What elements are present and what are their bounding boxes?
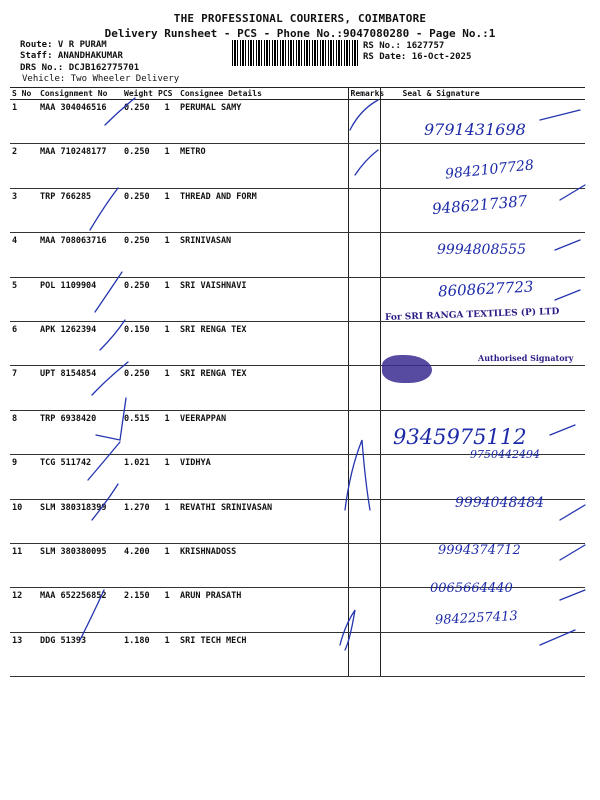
cell-sno: 2 bbox=[10, 144, 38, 188]
runsheet-subtitle: Delivery Runsheet - PCS - Phone No.:9047080280 - Page No.:1 bbox=[104, 27, 496, 40]
cell-weight: 4.200 bbox=[122, 543, 156, 587]
cell-consignee: METRO bbox=[178, 144, 348, 188]
cell-pcs: 1 bbox=[156, 144, 178, 188]
table-row bbox=[10, 455, 585, 499]
cell-sno: 13 bbox=[10, 632, 38, 676]
col-remarks: Remarks bbox=[348, 88, 380, 100]
col-pcs: PCS bbox=[156, 88, 178, 100]
cell-pcs: 1 bbox=[156, 277, 178, 321]
cell-weight: 0.250 bbox=[122, 144, 156, 188]
cell-consignee: PERUMAL SAMY bbox=[178, 100, 348, 144]
rs-number: RS No.: 1627757 bbox=[363, 41, 445, 51]
cell-remarks bbox=[348, 455, 380, 499]
cell-consignee: SRINIVASAN bbox=[178, 233, 348, 277]
cell-pcs: 1 bbox=[156, 321, 178, 365]
handwritten-phone-11: 9842257413 bbox=[434, 608, 519, 629]
col-consignee: Consignee Details bbox=[178, 88, 348, 100]
rs-date: RS Date: 16-Oct-2025 bbox=[363, 52, 472, 62]
handwritten-phone-6: 9345975112 bbox=[393, 425, 527, 449]
cell-cno: MAA 710248177 bbox=[38, 144, 122, 188]
cell-sno: 10 bbox=[10, 499, 38, 543]
vehicle-label: Vehicle: Two Wheeler Delivery bbox=[22, 74, 180, 84]
stamp-ink-blot bbox=[382, 355, 432, 383]
cell-cno: MAA 652256852 bbox=[38, 588, 122, 632]
cell-weight: 0.250 bbox=[122, 100, 156, 144]
cell-weight: 0.250 bbox=[122, 366, 156, 410]
handwritten-phone-4: 9994808555 bbox=[437, 242, 527, 258]
cell-signature bbox=[380, 455, 585, 499]
cell-remarks bbox=[348, 100, 380, 144]
cell-remarks bbox=[348, 366, 380, 410]
cell-sno: 8 bbox=[10, 410, 38, 454]
cell-cno: APK 1262394 bbox=[38, 321, 122, 365]
company-stamp: For SRI RANGA TEXTILES (P) LTD bbox=[384, 306, 560, 324]
cell-remarks bbox=[348, 233, 380, 277]
barcode-image bbox=[232, 40, 360, 66]
stamp-authorised: Authorised Signatory bbox=[478, 353, 574, 363]
cell-pcs: 1 bbox=[156, 632, 178, 676]
cell-consignee: SRI RENGA TEX bbox=[178, 366, 348, 410]
cell-weight: 0.150 bbox=[122, 321, 156, 365]
col-signature: Seal & Signature bbox=[380, 88, 585, 100]
cell-cno: TCG 511742 bbox=[38, 455, 122, 499]
cell-cno: DDG 51393 bbox=[38, 632, 122, 676]
cell-sno: 12 bbox=[10, 588, 38, 632]
cell-cno: TRP 766285 bbox=[38, 188, 122, 232]
cell-weight: 0.515 bbox=[122, 410, 156, 454]
cell-remarks bbox=[348, 632, 380, 676]
cell-cno: UPT 8154854 bbox=[38, 366, 122, 410]
cell-pcs: 1 bbox=[156, 188, 178, 232]
cell-consignee: SRI RENGA TEX bbox=[178, 321, 348, 365]
cell-remarks bbox=[348, 277, 380, 321]
cell-pcs: 1 bbox=[156, 410, 178, 454]
cell-sno: 7 bbox=[10, 366, 38, 410]
cell-pcs: 1 bbox=[156, 499, 178, 543]
cell-sno: 6 bbox=[10, 321, 38, 365]
cell-signature bbox=[380, 632, 585, 676]
cell-weight: 0.250 bbox=[122, 188, 156, 232]
handwritten-phone-2: 9842107728 bbox=[444, 157, 535, 183]
cell-weight: 1.021 bbox=[122, 455, 156, 499]
route-label: Route: V R PURAM bbox=[20, 40, 107, 50]
cell-pcs: 1 bbox=[156, 366, 178, 410]
cell-cno: TRP 6938420 bbox=[38, 410, 122, 454]
cell-weight: 1.180 bbox=[122, 632, 156, 676]
handwritten-phone-10: 0065664440 bbox=[430, 581, 513, 596]
cell-sno: 5 bbox=[10, 277, 38, 321]
cell-consignee: THREAD AND FORM bbox=[178, 188, 348, 232]
cell-cno: MAA 708063716 bbox=[38, 233, 122, 277]
cell-remarks bbox=[348, 321, 380, 365]
staff-label: Staff: ANANDHAKUMAR bbox=[20, 51, 123, 61]
cell-consignee: VEERAPPAN bbox=[178, 410, 348, 454]
cell-consignee: REVATHI SRINIVASAN bbox=[178, 499, 348, 543]
table-row bbox=[10, 366, 585, 410]
cell-weight: 0.250 bbox=[122, 277, 156, 321]
cell-remarks bbox=[348, 588, 380, 632]
cell-remarks bbox=[348, 499, 380, 543]
cell-consignee: SRI TECH MECH bbox=[178, 632, 348, 676]
cell-weight: 0.250 bbox=[122, 233, 156, 277]
col-weight: Weight bbox=[122, 88, 156, 100]
cell-sno: 1 bbox=[10, 100, 38, 144]
cell-cno: MAA 304046516 bbox=[38, 100, 122, 144]
cell-pcs: 1 bbox=[156, 100, 178, 144]
table-row bbox=[10, 632, 585, 676]
cell-consignee: KRISHNADOSS bbox=[178, 543, 348, 587]
handwritten-phone-5: 8608627723 bbox=[437, 277, 534, 301]
cell-consignee: ARUN PRASATH bbox=[178, 588, 348, 632]
company-title: THE PROFESSIONAL COURIERS, COIMBATORE bbox=[173, 12, 427, 25]
handwritten-phone-3: 9486217387 bbox=[431, 191, 529, 219]
cell-remarks bbox=[348, 188, 380, 232]
cell-weight: 2.150 bbox=[122, 588, 156, 632]
cell-pcs: 1 bbox=[156, 233, 178, 277]
cell-sno: 4 bbox=[10, 233, 38, 277]
handwritten-phone-1: 9791431698 bbox=[424, 120, 526, 139]
cell-weight: 1.270 bbox=[122, 499, 156, 543]
handwritten-phone-8: 9994048484 bbox=[455, 495, 545, 511]
cell-remarks bbox=[348, 144, 380, 188]
cell-cno: SLM 380380095 bbox=[38, 543, 122, 587]
cell-pcs: 1 bbox=[156, 455, 178, 499]
cell-remarks bbox=[348, 543, 380, 587]
cell-sno: 11 bbox=[10, 543, 38, 587]
handwritten-phone-7: 9750442494 bbox=[470, 448, 540, 461]
col-sno: S No bbox=[10, 88, 38, 100]
cell-pcs: 1 bbox=[156, 588, 178, 632]
cell-remarks bbox=[348, 410, 380, 454]
handwritten-phone-9: 9994374712 bbox=[438, 543, 521, 558]
cell-pcs: 1 bbox=[156, 543, 178, 587]
cell-cno: POL 1109904 bbox=[38, 277, 122, 321]
drs-number: DRS No.: DCJB162775701 bbox=[20, 63, 140, 73]
table-header-row bbox=[10, 88, 585, 100]
cell-consignee: VIDHYA bbox=[178, 455, 348, 499]
cell-cno: SLM 380318399 bbox=[38, 499, 122, 543]
cell-consignee: SRI VAISHNAVI bbox=[178, 277, 348, 321]
cell-sno: 9 bbox=[10, 455, 38, 499]
col-consignment: Consignment No bbox=[38, 88, 122, 100]
cell-sno: 3 bbox=[10, 188, 38, 232]
